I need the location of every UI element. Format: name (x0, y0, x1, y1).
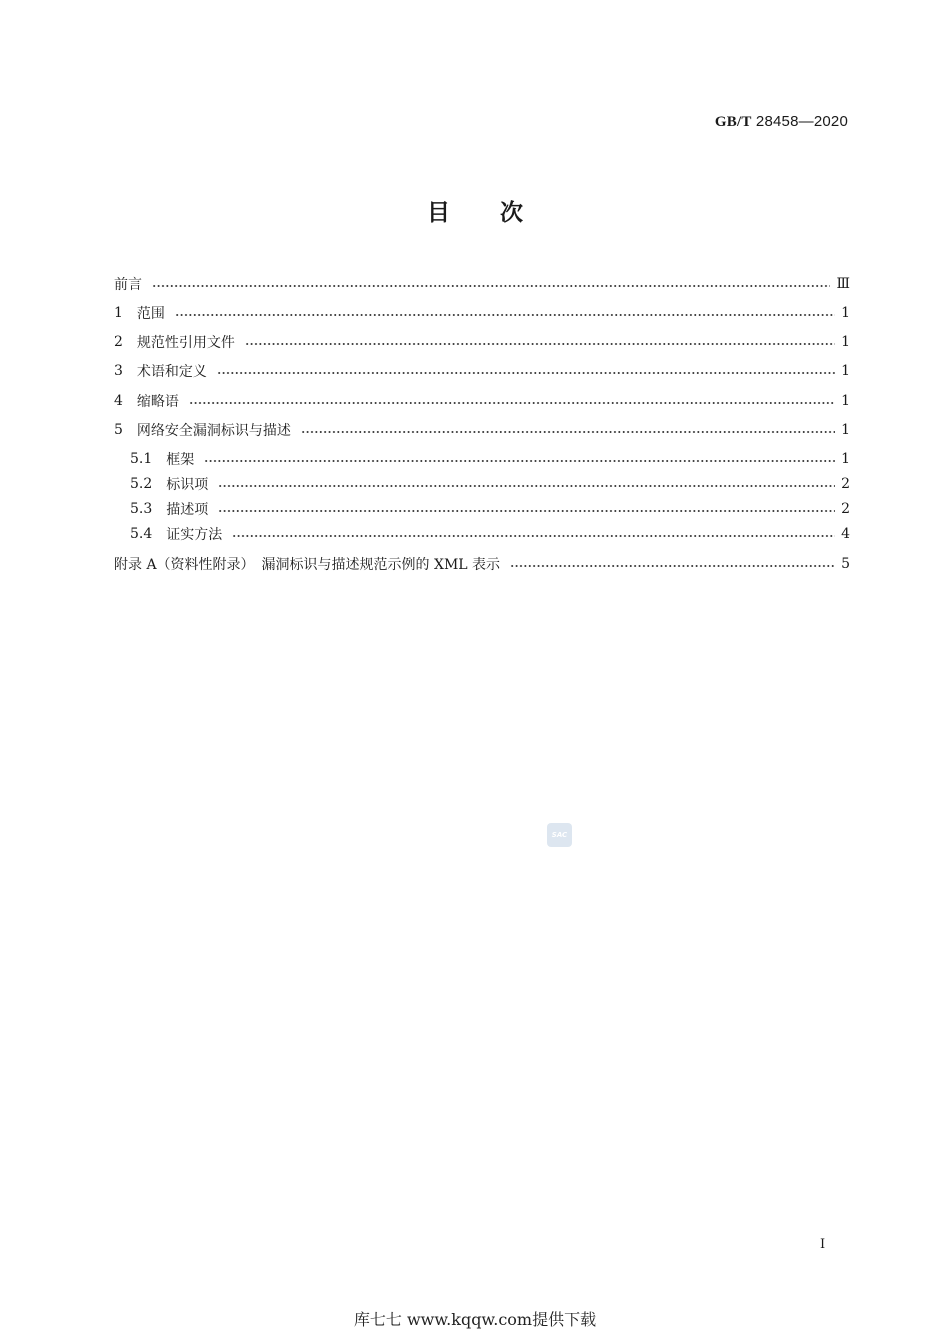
toc-entry-number: 5 (114, 422, 123, 438)
toc-entry-number: 5.3 (130, 501, 153, 517)
toc-entry-2[interactable] (114, 332, 850, 352)
toc-entry-page: Ⅲ (836, 276, 850, 292)
toc-entry-annex-a[interactable] (114, 554, 850, 574)
toc-entry-page: 1 (841, 334, 850, 350)
toc-entry-page: 4 (841, 526, 850, 542)
sac-logo-text: SAC (551, 831, 568, 839)
toc-entry-number: 2 (114, 334, 123, 350)
toc-entry-number: 5.2 (130, 476, 153, 492)
toc-leader-dots (204, 460, 835, 462)
toc-leader-dots (175, 314, 835, 316)
toc-entry-foreword[interactable] (114, 274, 850, 294)
toc-leader-dots (510, 565, 835, 567)
sac-logo (547, 823, 572, 847)
toc-entry-number: 5.4 (130, 526, 153, 542)
toc-entry-5[interactable] (114, 420, 850, 440)
toc-leader-dots (232, 535, 835, 537)
toc-entry-label: 范围 (136, 306, 165, 322)
toc-leader-dots (245, 343, 835, 345)
toc-entry-label: 附录 A（资料性附录） 漏洞标识与描述规范示例的 XML 表示 (114, 557, 501, 573)
toc-title (0, 194, 950, 227)
standard-prefix: GB/T (714, 114, 752, 130)
toc-entry-label: 术语和定义 (136, 364, 207, 380)
toc-title-char-1: 目 (427, 200, 450, 226)
toc-entry-5-3[interactable] (130, 499, 850, 519)
toc-entry-page: 1 (841, 305, 850, 321)
toc-entry-page: 5 (841, 556, 850, 572)
toc-entry-4[interactable] (114, 391, 850, 411)
toc-entry-label: 网络安全漏洞标识与描述 (136, 423, 291, 439)
toc-entry-number: 1 (114, 305, 123, 321)
toc-entry-5-2[interactable] (130, 474, 850, 494)
toc-entry-number: 5.1 (130, 451, 153, 467)
toc-entry-page: 2 (841, 501, 850, 517)
toc-entry-page: 2 (841, 476, 850, 492)
toc-leader-dots (218, 510, 835, 512)
toc-entry-label: 缩略语 (136, 394, 179, 410)
standard-number: 28458—2020 (755, 113, 848, 130)
toc-entry-5-4[interactable] (130, 524, 850, 544)
toc-leader-dots (217, 372, 835, 374)
toc-title-char-2: 次 (500, 200, 523, 226)
toc-leader-dots (152, 285, 830, 287)
toc-entry-page: 1 (841, 393, 850, 409)
toc-entry-number: 4 (114, 393, 123, 409)
standard-code (715, 113, 848, 131)
download-footer: 库七七 www.kqqw.com提供下载 (353, 1310, 597, 1329)
toc-entry-label: 证实方法 (166, 527, 223, 543)
toc-entry-page: 1 (841, 422, 850, 438)
toc-leader-dots (301, 431, 835, 433)
toc-entry-page: 1 (841, 363, 850, 379)
toc-entry-page: 1 (841, 451, 850, 467)
toc-leader-dots (218, 485, 835, 487)
toc-entry-label: 规范性引用文件 (136, 335, 235, 351)
toc-entry-label: 框架 (166, 452, 195, 468)
toc-entry-1[interactable] (114, 303, 850, 323)
toc-entry-3[interactable] (114, 361, 850, 381)
toc-entry-label: 标识项 (166, 477, 209, 493)
toc-entry-5-1[interactable] (130, 449, 850, 469)
toc-entry-label: 前言 (114, 277, 142, 293)
toc-leader-dots (189, 402, 835, 404)
page-number: I (820, 1237, 826, 1252)
toc-entry-label: 描述项 (166, 502, 209, 518)
toc-entry-number: 3 (114, 363, 123, 379)
